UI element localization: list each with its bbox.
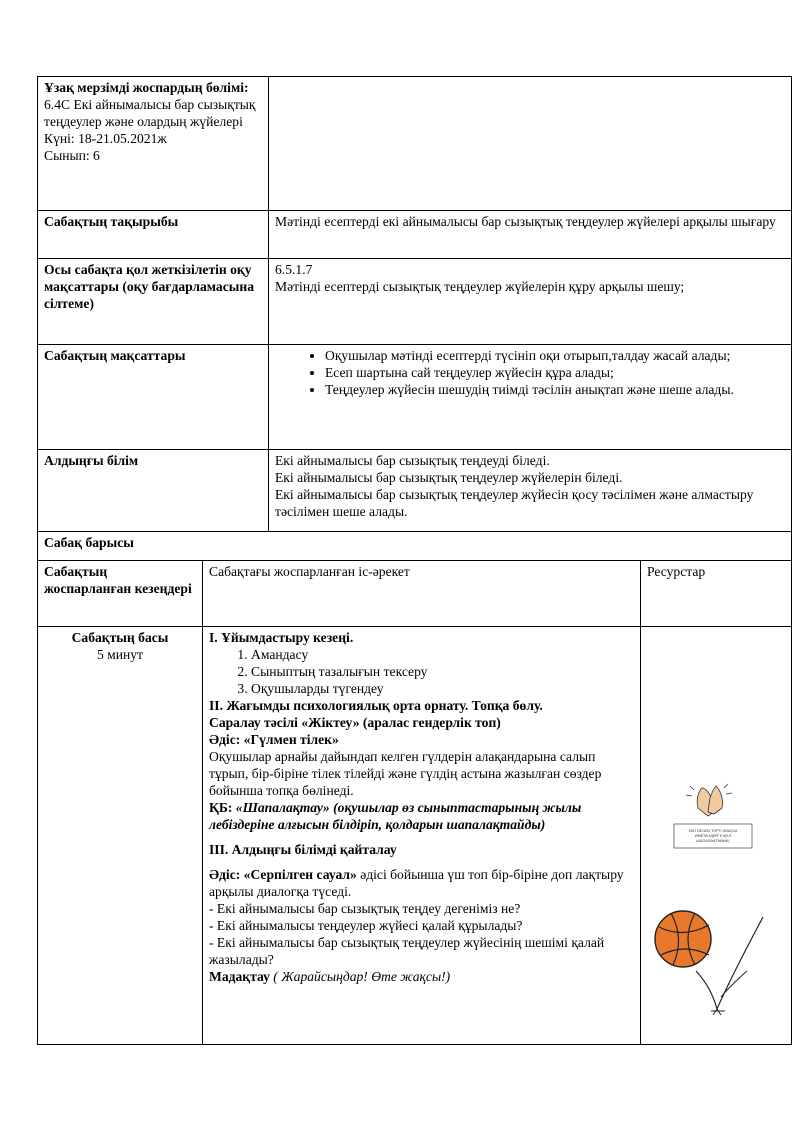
resources-header: Ресурстар: [641, 561, 792, 627]
feedback-block: [209, 799, 634, 833]
method-question-block: [209, 866, 634, 900]
stages-header: Сабақтың жоспарланған кезеңдері: [38, 561, 203, 627]
long-term-plan-unit: 6.4С Екі айнымалысы бар сызықтық теңдеулер және олардың жүйелері: [44, 97, 256, 129]
prior-knowledge-label: Алдыңғы білім: [38, 450, 269, 532]
praise-label: Мадақтау: [209, 969, 270, 984]
goal-item: • Оқушылар мәтінді есептерді түсініп оқи отырып,талдау жасай алады;: [325, 347, 785, 364]
long-term-plan-label: Ұзақ мерзімді жоспардың бөлімі:: [44, 80, 249, 95]
learning-objectives-code: 6.5.1.7: [275, 262, 313, 277]
long-term-plan-empty-cell: [269, 77, 792, 211]
prior-knowledge-cell: [269, 450, 792, 532]
method-flower-title: Әдіс: «Гүлмен тілек»: [209, 732, 339, 747]
row-column-headers: [38, 561, 792, 627]
basketball-icon: [651, 897, 781, 1017]
row-lesson-progress: [38, 532, 792, 561]
differentiation-title: Саралау тәсілі «Жіктеу» (аралас гендерлік топ): [209, 715, 501, 730]
lesson-goals-list: [275, 347, 785, 398]
question-item: - Екі айнымалысы бар сызықтық теңдеу дегеніміз не?: [209, 901, 521, 916]
goal-item: • Теңдеулер жүйесін шешудің тиімді тәсілін анықтап және шеше алады.: [325, 381, 785, 398]
org-step-item: 2. Сыныптың тазалығын тексеру: [251, 663, 634, 680]
long-term-plan-cell: [38, 77, 269, 211]
learning-objectives-text: Мәтінді есептерді сызықтық теңдеулер жүйелерін құру арқылы шешу;: [275, 279, 685, 294]
lesson-topic-label: Сабақтың тақырыбы: [38, 211, 269, 259]
learning-objectives-cell: [269, 259, 792, 345]
lesson-progress-label: Сабақ барысы: [38, 532, 792, 561]
question-item: - Екі айнымалысы бар сызықтық теңдеулер жүйесінің шешімі қалай жазылады?: [209, 935, 605, 967]
row-prior-knowledge: [38, 450, 792, 532]
svg-text:ИМЕТЕНДЕРГЕ ҚОЛ: ИМЕТЕНДЕРГЕ ҚОЛ: [694, 834, 732, 838]
prior-knowledge-line: Екі айнымалысы бар сызықтық теңдеуді біледі.: [275, 453, 550, 468]
stage-title: Сабақтың басы: [71, 630, 169, 645]
long-term-plan-grade: Сынып: 6: [44, 148, 100, 163]
row-lesson-goals: [38, 345, 792, 450]
row-long-term-plan: [38, 77, 792, 211]
method-flower-text: Оқушылар арнайы дайындап келген гүлдерін алақандарына салып тұрып, бір-біріне тілек тілейді және гүлдің астына жазылған сөздер бойынша топқа бөлінеді.: [209, 749, 602, 798]
activity-cell-beginning: [203, 627, 641, 1045]
clapping-hands-icon: [668, 782, 758, 852]
org-stage-title: І. Ұйымдастыру кезеңі.: [209, 630, 354, 645]
org-step-item: 1. Амандасу: [251, 646, 634, 663]
praise-text: ( Жарайсыңдар! Өте жақсы!): [269, 969, 451, 984]
org-step-item: 3. Оқушыларды түгендеу: [251, 680, 634, 697]
activity-header: Сабақтағы жоспарланған іс-әрекет: [203, 561, 641, 627]
praise-block: [209, 968, 634, 985]
feedback-label: ҚБ:: [209, 800, 233, 815]
learning-objectives-label: Осы сабақта қол жеткізілетін оқу мақсаттары (оқу бағдарламасына сілтеме): [38, 259, 269, 345]
lesson-topic-value: Мәтінді есептерді екі айнымалысы бар сызықтық теңдеулер жүйелері арқылы шығару: [269, 211, 792, 259]
svg-text:ШАПАЛАҚТАЙЫҚ!: ШАПАЛАҚТАЙЫҚ!: [696, 839, 730, 843]
row-learning-objectives: [38, 259, 792, 345]
review-title: ІІІ. Алдыңғы білімді қайталау: [209, 842, 397, 857]
lesson-goals-cell: [269, 345, 792, 450]
method-question-text: әдісі бойынша үш топ бір-біріне доп лақтыру арқылы диалогқа түседі.: [209, 867, 624, 899]
lesson-goals-label: Сабақтың мақсаттары: [38, 345, 269, 450]
long-term-plan-date: Күні: 18-21.05.2021ж: [44, 131, 167, 146]
question-item: - Екі айнымалысы теңдеулер жүйесі қалай құрылады?: [209, 918, 523, 933]
stage-time: 5 минут: [96, 647, 144, 662]
lesson-plan-table: [37, 76, 792, 1045]
resources-cell-beginning: [641, 627, 792, 1045]
method-question-label: Әдіс: «Серпілген сауал»: [209, 867, 357, 882]
feedback-text: «Шапалақтау» (оқушылар өз сыныптастарының жылы лебіздеріне алғысын білдіріп, қолдарын шапалақтайды): [209, 800, 582, 832]
row-lesson-topic: [38, 211, 792, 259]
stage-cell-beginning: [38, 627, 203, 1045]
prior-knowledge-line: Екі айнымалысы бар сызықтық теңдеулер жүйелерін біледі.: [275, 470, 623, 485]
goal-item: • Есеп шартына сай теңдеулер жүйесін құра алады;: [325, 364, 785, 381]
prior-knowledge-line: Екі айнымалысы бар сызықтық теңдеулер жүйесін қосу тәсілімен және алмастыру тәсілімен шеше алады.: [275, 487, 754, 519]
org-steps-list: [209, 646, 634, 697]
svg-text:EKO DEGEN TOPTI ЖАҚСЫ: EKO DEGEN TOPTI ЖАҚСЫ: [688, 829, 738, 833]
psych-title: ІІ. Жағымды психологиялық орта орнату. Топқа бөлу.: [209, 698, 543, 713]
resources-images: [641, 627, 791, 1037]
row-lesson-beginning: [38, 627, 792, 1045]
